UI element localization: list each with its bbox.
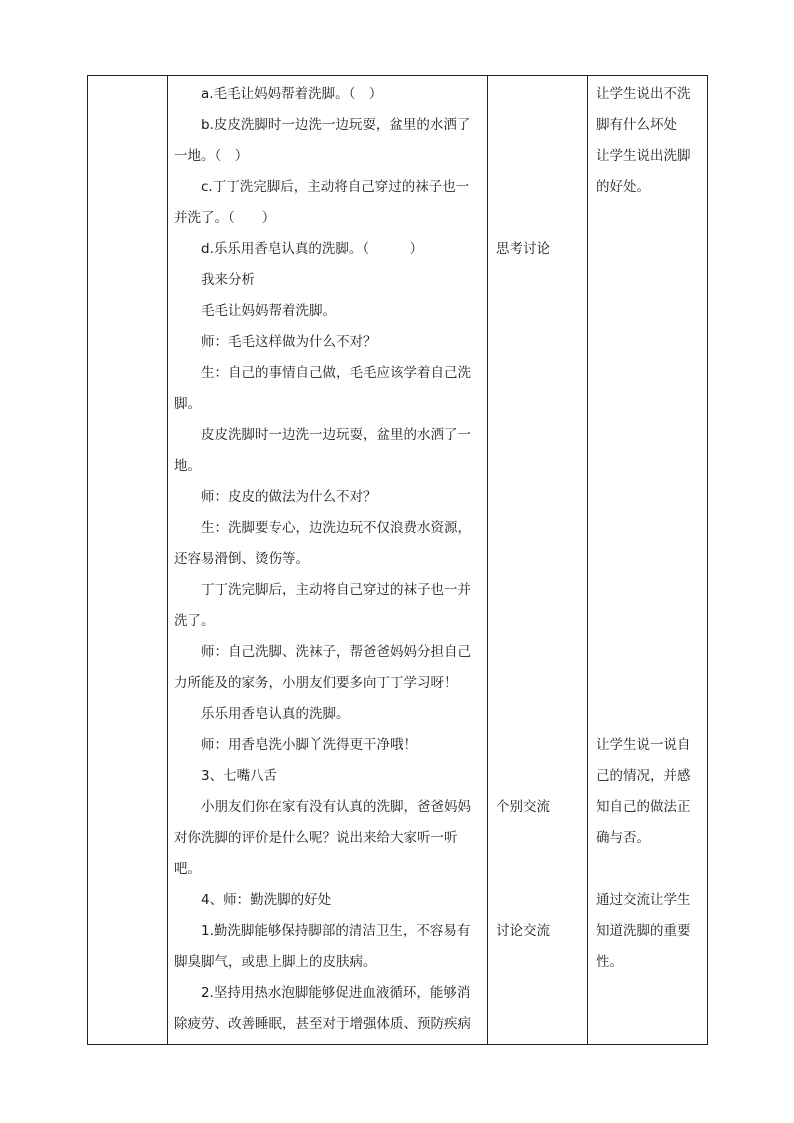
activity-line: 毛毛让妈妈帮着洗脚。 [201, 303, 336, 319]
design-intent-line: 知道洗脚的重要 [596, 923, 691, 939]
activity-line: 生：洗脚要专心，边洗边玩不仅浪费水资源， [201, 520, 471, 536]
activity-line: 洗了。 [174, 613, 215, 629]
activity-line: a.毛毛让妈妈帮着洗脚。（ ） [201, 86, 383, 102]
design-intent-line: 知自己的做法正 [596, 799, 691, 815]
design-intent-line: 让学生说出不洗 [596, 86, 691, 102]
activity-line: 小朋友们你在家有没有认真的洗脚，爸爸妈妈 [201, 799, 471, 815]
activity-line: 乐乐用香皂认真的洗脚。 [201, 706, 350, 722]
design-intent-item [596, 730, 701, 854]
activity-line: 2.坚持用热水泡脚能够促进血液循环，能够消 [201, 985, 471, 1001]
design-intent-line: 让学生说出洗脚 [596, 148, 691, 164]
stage-column [88, 76, 168, 1045]
design-intent-line: 己的情况，并感 [596, 768, 691, 784]
activity-line: b.皮皮洗脚时一边洗一边玩耍，盆里的水洒了 [201, 117, 471, 133]
design-intent-text [588, 76, 707, 1044]
design-intent-column [588, 76, 708, 1045]
activity-line: 除疲劳、改善睡眠，甚至对于增强体质、预防疾病 [174, 1016, 471, 1032]
design-intent-line: 确与否。 [596, 830, 650, 846]
student-activity-column [488, 76, 588, 1045]
activity-line: 脚。 [174, 396, 201, 412]
activity-line: 3、七嘴八舌 [201, 768, 278, 784]
design-intent-line: 脚有什么坏处 [596, 117, 677, 133]
activity-line: 师：毛毛这样做为什么不对？ [201, 334, 377, 350]
design-intent-item [596, 885, 701, 978]
activity-line: 力所能及的家务，小朋友们要多向丁丁学习呀！ [174, 675, 458, 691]
activity-line: 师：用香皂洗小脚丫洗得更干净哦！ [201, 737, 417, 753]
activity-line: 对你洗脚的评价是什么呢？说出来给大家听一听 [174, 830, 458, 846]
lesson-plan-table [87, 75, 708, 1045]
student-activity-text [488, 76, 587, 1044]
student-activity-item: 个别交流 [496, 799, 550, 815]
activity-line: 丁丁洗完脚后，主动将自己穿过的袜子也一并 [201, 582, 471, 598]
teaching-activity-column [168, 76, 488, 1045]
activity-line: d.乐乐用香皂认真的洗脚。（ ） [201, 241, 424, 257]
activity-line: 皮皮洗脚时一边洗一边玩耍，盆里的水洒了一 [201, 427, 471, 443]
activity-line: 师：皮皮的做法为什么不对？ [201, 489, 377, 505]
activity-line: 还容易滑倒、烫伤等。 [174, 551, 309, 567]
activity-line: 脚臭脚气，或患上脚上的皮肤病。 [174, 954, 377, 970]
activity-line: 一地。（ ） [174, 148, 249, 164]
activity-line: 4、师：勤洗脚的好处 [201, 892, 332, 908]
activity-line: 师：自己洗脚、洗袜子，帮爸爸妈妈分担自己 [201, 644, 471, 660]
design-intent-line: 性。 [596, 954, 623, 970]
activity-line: 我来分析 [201, 272, 255, 288]
activity-line: 生：自己的事情自己做，毛毛应该学着自己洗 [201, 365, 471, 381]
activity-line: 吧。 [174, 861, 201, 877]
activity-line: 地。 [174, 458, 201, 474]
design-intent-item [596, 79, 701, 203]
teaching-activity-text [168, 76, 487, 1040]
student-activity-item: 讨论交流 [496, 923, 550, 939]
table-row [88, 76, 708, 1045]
activity-line: 并洗了。（ ） [174, 210, 276, 226]
student-activity-item: 思考讨论 [496, 241, 550, 257]
activity-line: c.丁丁洗完脚后，主动将自己穿过的袜子也一 [201, 179, 470, 195]
design-intent-line: 的好处。 [596, 179, 650, 195]
activity-line: 1.勤洗脚能够保持脚部的清洁卫生，不容易有 [201, 923, 471, 939]
design-intent-line: 通过交流让学生 [596, 892, 691, 908]
design-intent-line: 让学生说一说自 [596, 737, 691, 753]
